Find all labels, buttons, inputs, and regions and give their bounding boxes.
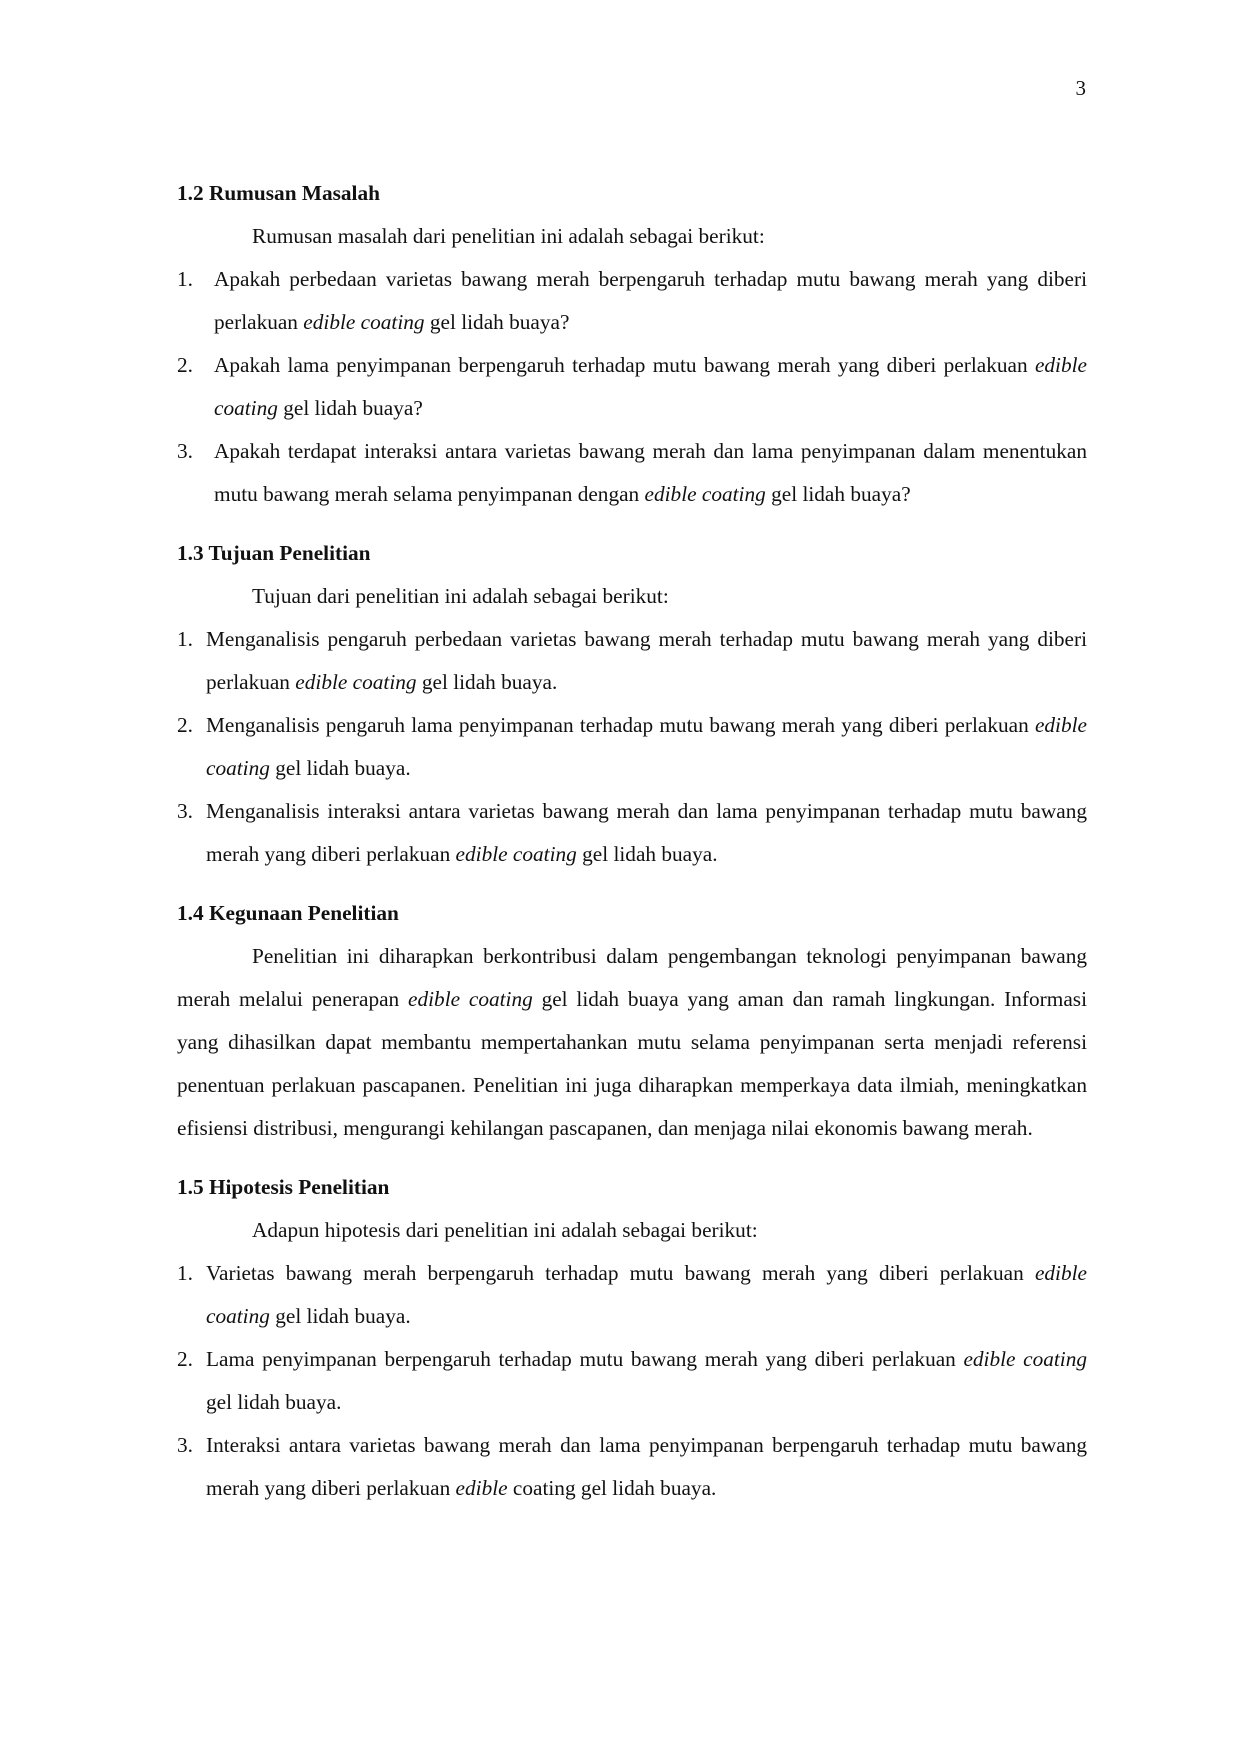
section-intro: Rumusan masalah dari penelitian ini adalah sebagai berikut:	[252, 224, 765, 248]
italic-term: edible coating	[963, 1347, 1087, 1371]
list-text: Apakah lama penyimpanan berpengaruh terhadap mutu bawang merah yang diberi perlakuan	[214, 353, 1035, 377]
list-number: 3.	[177, 439, 193, 463]
paragraph-text: Penelitian ini diharapkan berkontribusi dalam pengembangan teknologi penyimpanan bawang merah melalui penerapan	[177, 944, 1087, 1011]
section-hipotesis-penelitian	[177, 1166, 1087, 1510]
list-text: gel lidah buaya?	[765, 482, 911, 506]
section-kegunaan-penelitian	[177, 892, 1087, 1150]
section-heading: 1.4 Kegunaan Penelitian	[177, 901, 399, 925]
list-text: gel lidah buaya?	[424, 310, 570, 334]
list-item	[177, 430, 1087, 516]
italic-term: edible coating	[295, 670, 417, 694]
italic-term: edible coating	[644, 482, 766, 506]
list-text: gel lidah buaya.	[416, 670, 558, 694]
italic-term: edible coating	[206, 1261, 1087, 1328]
numbered-list	[177, 618, 1087, 876]
list-item	[177, 1424, 1087, 1510]
list-item	[177, 790, 1087, 876]
list-number: 3.	[177, 1433, 193, 1457]
section-heading: 1.3 Tujuan Penelitian	[177, 541, 371, 565]
list-text: Menganalisis pengaruh lama penyimpanan terhadap mutu bawang merah yang diberi perlakuan	[206, 713, 1035, 737]
numbered-list	[177, 258, 1087, 516]
list-item	[177, 258, 1087, 344]
list-text: gel lidah buaya.	[206, 1390, 342, 1414]
paragraph-text: gel lidah buaya yang aman dan ramah lingkungan. Informasi yang dihasilkan dapat membantu mempertahankan mutu selama penyimpanan serta menjadi referensi penentuan perlakuan pascapanen. Penelitian ini juga diharapkan memperkaya data ilmiah, meningkatkan efisiensi distribusi, mengurangi kehilangan pascapanen, dan menjaga nilai ekonomis bawang merah.	[177, 987, 1087, 1140]
list-number: 3.	[177, 799, 193, 823]
list-text: gel lidah buaya.	[269, 1304, 411, 1328]
list-number: 2.	[177, 1347, 193, 1371]
list-text: Menganalisis pengaruh perbedaan varietas bawang merah terhadap mutu bawang merah yang diberi perlakuan	[206, 627, 1087, 694]
section-paragraph	[177, 935, 1087, 1150]
list-text: Apakah terdapat interaksi antara varietas bawang merah dan lama penyimpanan dalam menentukan mutu bawang merah selama penyimpanan dengan	[214, 439, 1087, 506]
list-text: Lama penyimpanan berpengaruh terhadap mutu bawang merah yang diberi perlakuan	[206, 1347, 964, 1371]
list-text: Varietas bawang merah berpengaruh terhadap mutu bawang merah yang diberi perlakuan	[206, 1261, 1035, 1285]
list-text: gel lidah buaya.	[576, 842, 718, 866]
document-body	[177, 172, 1087, 1526]
list-item	[177, 618, 1087, 704]
page-number: 3	[1075, 76, 1086, 100]
list-text: Menganalisis interaksi antara varietas bawang merah dan lama penyimpanan terhadap mutu bawang merah yang diberi perlakuan	[206, 799, 1087, 866]
list-number: 1.	[177, 627, 193, 651]
italic-term: edible	[455, 1476, 508, 1500]
italic-term: edible coating	[214, 353, 1087, 420]
list-text: coating gel lidah buaya.	[507, 1476, 717, 1500]
list-number: 2.	[177, 353, 193, 377]
italic-term: edible coating	[455, 842, 577, 866]
section-heading: 1.2 Rumusan Masalah	[177, 181, 380, 205]
list-text: Interaksi antara varietas bawang merah dan lama penyimpanan berpengaruh terhadap mutu bawang merah yang diberi perlakuan	[206, 1433, 1087, 1500]
list-item	[177, 1252, 1087, 1338]
section-heading: 1.5 Hipotesis Penelitian	[177, 1175, 390, 1199]
list-item	[177, 704, 1087, 790]
section-rumusan-masalah	[177, 172, 1087, 516]
list-text: gel lidah buaya.	[269, 756, 411, 780]
list-item	[177, 1338, 1087, 1424]
section-intro: Adapun hipotesis dari penelitian ini adalah sebagai berikut:	[252, 1218, 758, 1242]
list-text: Apakah perbedaan varietas bawang merah berpengaruh terhadap mutu bawang merah yang diberi perlakuan	[214, 267, 1087, 334]
italic-term: edible coating	[408, 987, 533, 1011]
italic-term: edible coating	[206, 713, 1087, 780]
numbered-list	[177, 1252, 1087, 1510]
list-item	[177, 344, 1087, 430]
list-number: 2.	[177, 713, 193, 737]
section-tujuan-penelitian	[177, 532, 1087, 876]
list-number: 1.	[177, 267, 193, 291]
list-number: 1.	[177, 1261, 193, 1285]
list-text: gel lidah buaya?	[277, 396, 423, 420]
section-intro: Tujuan dari penelitian ini adalah sebagai berikut:	[252, 584, 669, 608]
italic-term: edible coating	[303, 310, 425, 334]
